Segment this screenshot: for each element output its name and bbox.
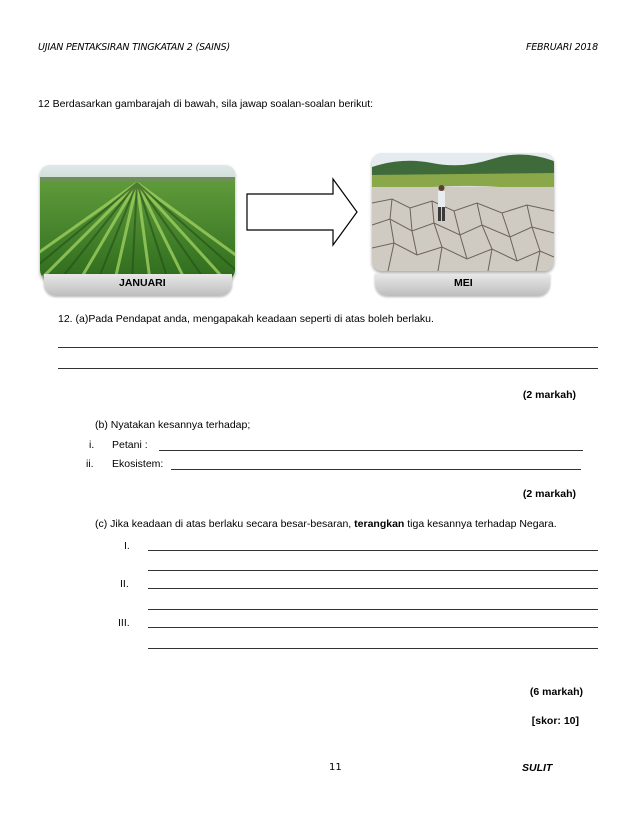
answer-line-ekosistem[interactable] bbox=[171, 469, 581, 470]
answer-line-a2[interactable] bbox=[58, 368, 598, 369]
dry-land-illustration bbox=[372, 153, 554, 271]
answer-line-petani[interactable] bbox=[159, 450, 583, 451]
dry-land-image bbox=[372, 153, 554, 271]
answer-line-c2b[interactable] bbox=[148, 609, 598, 610]
part-b-item1-number: i. bbox=[89, 439, 95, 451]
answer-line-a1[interactable] bbox=[58, 347, 598, 348]
total-score: [skor: 10] bbox=[531, 715, 579, 727]
rice-field-illustration bbox=[40, 165, 235, 280]
answer-line-c1b[interactable] bbox=[148, 570, 598, 571]
part-c-num-2: II. bbox=[120, 578, 129, 590]
part-b-item1-label: Petani : bbox=[112, 439, 148, 451]
part-b-marks: (2 markah) bbox=[522, 488, 576, 500]
part-b-item2-number: ii. bbox=[86, 458, 94, 470]
sulit-label: SULIT bbox=[522, 762, 553, 774]
part-b-item2-label: Ekosistem: bbox=[112, 458, 164, 470]
answer-line-c2a[interactable] bbox=[148, 588, 598, 589]
part-c-suffix: tiga kesannya terhadap Negara. bbox=[404, 518, 557, 530]
part-c-num-3: III. bbox=[118, 617, 130, 629]
header-date: FEBRUARI 2018 bbox=[525, 42, 598, 53]
may-caption: MEI bbox=[454, 277, 473, 289]
answer-line-c3b[interactable] bbox=[148, 648, 598, 649]
part-a-question: 12. (a)Pada Pendapat anda, mengapakah keadaan seperti di atas boleh berlaku. bbox=[58, 313, 434, 325]
part-c-num-1: I. bbox=[124, 540, 130, 552]
question-intro: 12 Berdasarkan gambarajah di bawah, sila jawap soalan-soalan berikut: bbox=[38, 98, 374, 110]
part-a-marks: (2 markah) bbox=[522, 389, 576, 401]
part-c-bold: terangkan bbox=[354, 518, 405, 530]
part-c-question bbox=[95, 518, 557, 530]
arrow-right-icon bbox=[245, 177, 360, 247]
part-c-marks: (6 markah) bbox=[529, 686, 583, 698]
part-b-question: (b) Nyatakan kesannya terhadap; bbox=[95, 419, 251, 431]
page-number: 11 bbox=[329, 762, 342, 773]
answer-line-c3a[interactable] bbox=[148, 627, 598, 628]
answer-line-c1a[interactable] bbox=[148, 550, 598, 551]
header-title: UJIAN PENTAKSIRAN TINGKATAN 2 (SAINS) bbox=[38, 42, 230, 53]
part-c-prefix: (c) Jika keadaan di atas berlaku secara besar-besaran, bbox=[95, 518, 355, 530]
january-caption: JANUARI bbox=[119, 277, 166, 289]
rice-field-image bbox=[40, 165, 235, 280]
